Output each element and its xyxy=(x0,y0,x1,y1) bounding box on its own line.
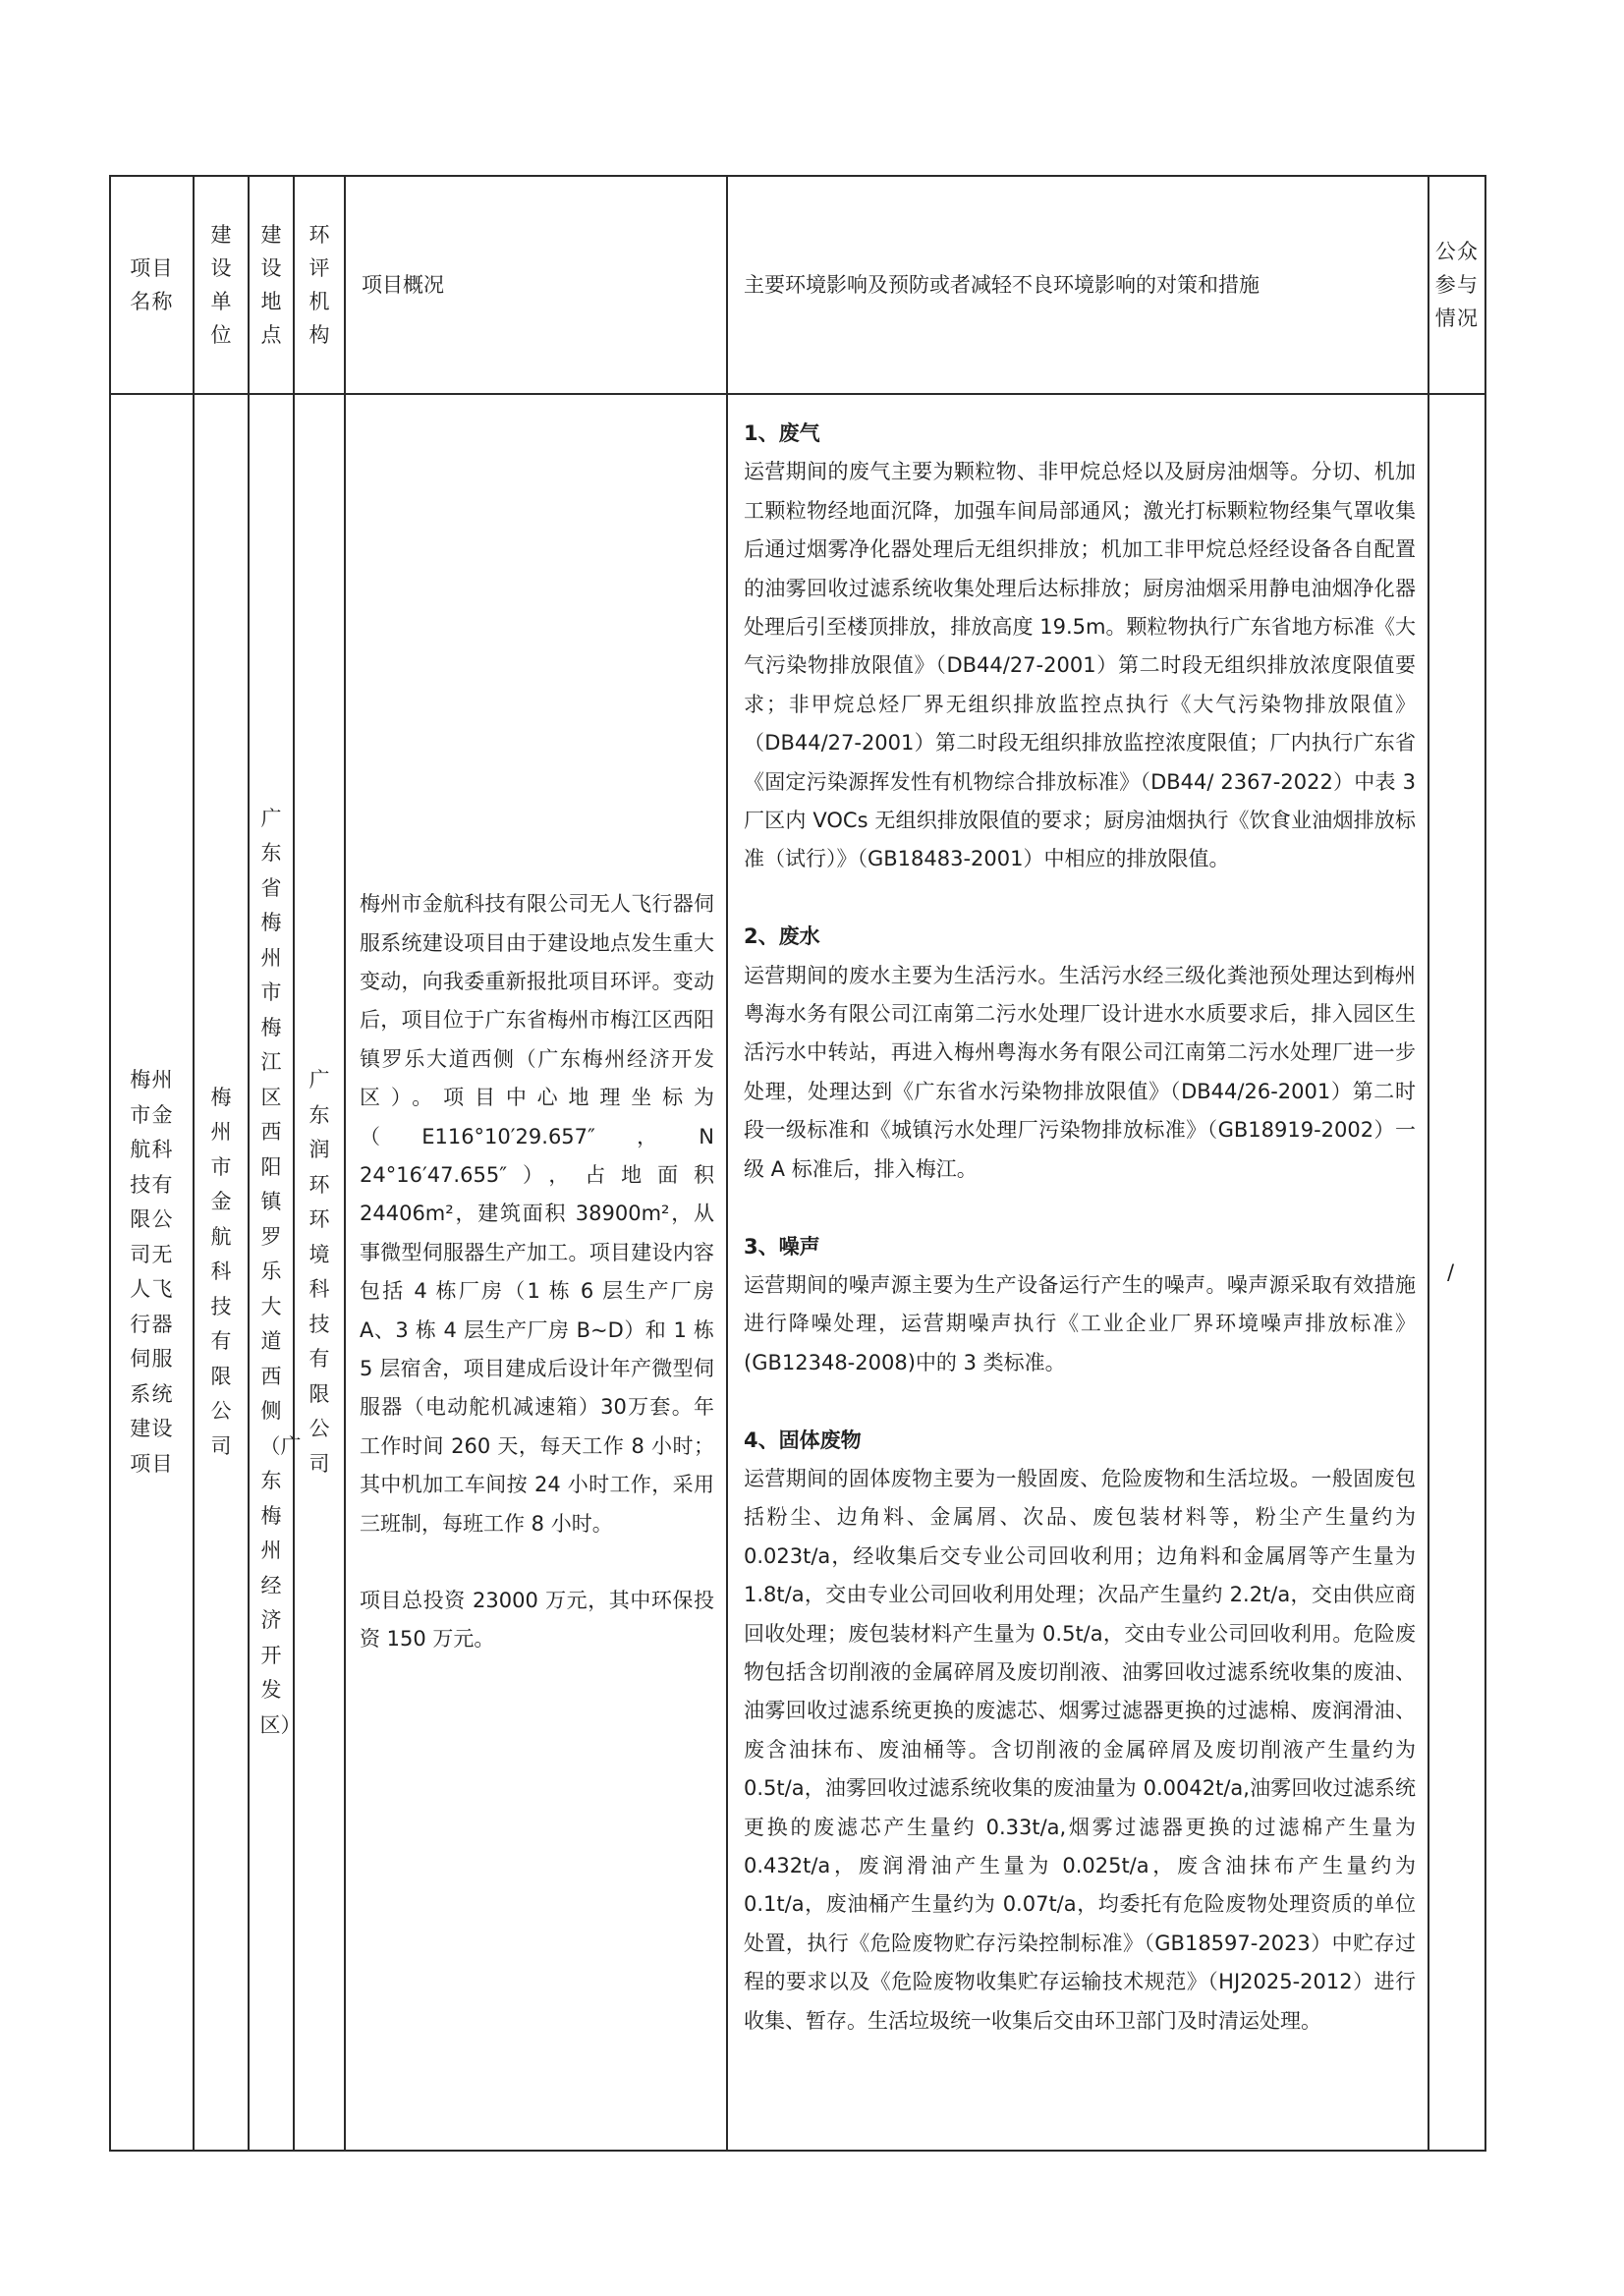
summary-paragraph: 梅州市金航科技有限公司无人飞行器伺服系统建设项目由于建设地点发生重大变动，向我委重新报批项目环评。变动后，项目位于广东省梅州市梅江区西阳镇罗乐大道西侧（广东梅州经济开发区）。项目中心地理坐标为（E116°10′29.657″，N 24°16′47.655″），占地面积 24406m²，建筑面积 38900m²，从事微型伺服器生产加工。项目建设内容包括 4 栋厂房（1 栋 6 层生产厂房 A、3 栋 4 层生产厂房 B~D）和 1 栋 5 层宿舍，项目建成后设计年产微型伺服器（电动舵机减速箱）30万套。年工作时间 260 天，每天工作 8 小时；其中机加工车间按 24 小时工作，采用三班制，每班工作 8 小时。 xyxy=(360,892,714,1536)
section-title-solid-waste: 4、固体废物 xyxy=(744,1428,862,1452)
cell-summary xyxy=(345,394,727,2151)
header-builder: 建设单位 xyxy=(194,176,249,394)
section-title-wastewater: 2、废水 xyxy=(744,924,820,949)
summary-investment: 项目总投资 23000 万元，其中环保投资 150 万元。 xyxy=(360,1589,714,1652)
cell-measures xyxy=(727,394,1428,2151)
cell-builder: 梅州市金航科技有限公司 xyxy=(194,394,249,2151)
cell-project-name: 梅州市金航科技有限公司无人飞行器伺服系统建设项目 xyxy=(110,394,194,2151)
table-row xyxy=(110,394,1485,2151)
header-summary: 项目概况 xyxy=(345,176,727,394)
project-table xyxy=(109,175,1486,2152)
cell-public: / xyxy=(1428,394,1485,2151)
header-location: 建设地点 xyxy=(249,176,294,394)
cell-location: 广东省梅州市梅江区西阳镇罗乐大道西侧（广东梅州经济开发区） xyxy=(249,394,294,2151)
header-eia-agency: 环评机构 xyxy=(294,176,345,394)
header-public: 公众参与情况 xyxy=(1428,176,1485,394)
section-text-solid-waste: 运营期间的固体废物主要为一般固废、危险废物和生活垃圾。一般固废包括粉尘、边角料、金属屑、次品、废包装材料等，粉尘产生量约为 0.023t/a，经收集后交专业公司回收利用；边角料和金属屑等产生量为 1.8t/a，交由专业公司回收利用处理；次品产生量约 2.2t/a，交由供应商回收处理；废包装材料产生量为 0.5t/a，交由专业公司回收利用。危险废物包括含切削液的金属碎屑及废切削液、油雾回收过滤系统收集的废油、油雾回收过滤系统更换的废滤芯、烟雾过滤器更换的过滤棉、废润滑油、废含油抹布、废油桶等。含切削液的金属碎屑及废切削液产生量约为 0.5t/a，油雾回收过滤系统收集的废油量为 0.0042t/a,油雾回收过滤系统更换的废滤芯产生量约 0.33t/a,烟雾过滤器更换的过滤棉产生量为 0.432t/a，废润滑油产生量为 0.025t/a，废含油抹布产生量约为 0.1t/a，废油桶产生量约为 0.07t/a，均委托有危险废物处理资质的单位处置，执行《危险废物贮存污染控制标准》（GB18597-2023）中贮存过程的要求以及《危险废物收集贮存运输技术规范》（HJ2025-2012）进行收集、暂存。生活垃圾统一收集后交由环卫部门及时清运处理。 xyxy=(744,1466,1416,2033)
section-title-noise: 3、噪声 xyxy=(744,1234,820,1259)
header-row xyxy=(110,176,1485,394)
section-text-exhaust-gas: 运营期间的废气主要为颗粒物、非甲烷总烃以及厨房油烟等。分切、机加工颗粒物经地面沉降，加强车间局部通风；激光打标颗粒物经集气罩收集后通过烟雾净化器处理后无组织排放；机加工非甲烷总烃经设备各自配置的油雾回收过滤系统收集处理后达标排放；厨房油烟采用静电油烟净化器处理后引至楼顶排放，排放高度 19.5m。颗粒物执行广东省地方标准《大气污染物排放限值》（DB44/27-2001）第二时段无组织排放浓度限值要求；非甲烷总烃厂界无组织排放监控点执行《大气污染物排放限值》（DB44/27-2001）第二时段无组织排放监控浓度限值；厂内执行广东省《固定污染源挥发性有机物综合排放标准》（DB44/ 2367-2022）中表 3 厂区内 VOCs 无组织排放限值的要求；厨房油烟执行《饮食业油烟排放标准（试行）》（GB18483-2001）中相应的排放限值。 xyxy=(744,460,1416,871)
header-project-name: 项目名称 xyxy=(110,176,194,394)
section-text-noise: 运营期间的噪声源主要为生产设备运行产生的噪声。噪声源采取有效措施进行降噪处理，运营期噪声执行《工业企业厂界环境噪声排放标准》(GB12348-2008)中的 3 类标准。 xyxy=(744,1272,1416,1374)
header-measures: 主要环境影响及预防或者减轻不良环境影响的对策和措施 xyxy=(727,176,1428,394)
section-text-wastewater: 运营期间的废水主要为生活污水。生活污水经三级化粪池预处理达到梅州粤海水务有限公司江南第二污水处理厂设计进水水质要求后，排入园区生活污水中转站，再进入梅州粤海水务有限公司江南第二污水处理厂进一步处理，处理达到《广东省水污染物排放限值》（DB44/26-2001）第二时段一级标准和《城镇污水处理厂污染物排放标准》（GB18919-2002）一级 A 标准后，排入梅江。 xyxy=(744,963,1416,1181)
section-title-exhaust-gas: 1、废气 xyxy=(744,421,820,445)
cell-eia-agency: 广东润环环境科技有限公司 xyxy=(294,394,345,2151)
